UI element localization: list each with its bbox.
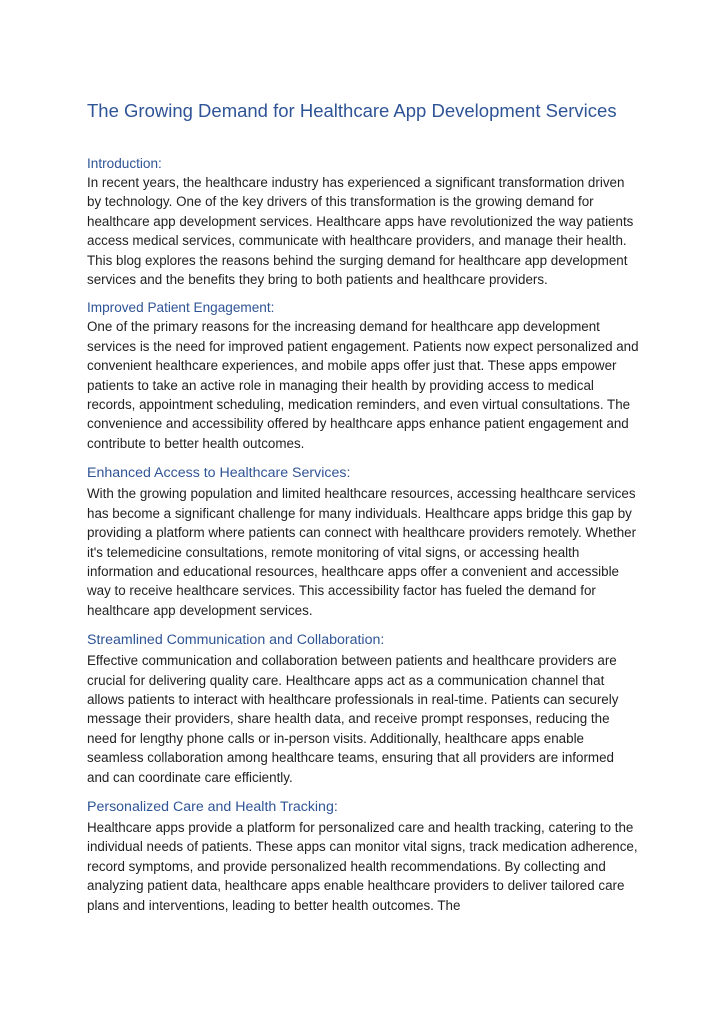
section-streamlined-communication	[87, 629, 640, 787]
section-improved-patient-engagement	[87, 298, 640, 453]
section-heading: Improved Patient Engagement:	[87, 300, 275, 316]
section-heading: Personalized Care and Health Tracking:	[87, 798, 338, 815]
section-introduction	[87, 154, 640, 289]
section-heading: Streamlined Communication and Collaboration:	[87, 632, 385, 649]
section-enhanced-access	[87, 462, 640, 620]
section-body: Effective communication and collaboration between patients and healthcare providers are crucial for delivering quality care. Healthcare apps act as a communication channel that allows patients to interact with healthcare professionals in real-time. Patients can securely message their providers, share health data, and receive prompt responses, reducing the need for lengthy phone calls or in-person visits. Additionally, healthcare apps enable seamless collaboration among healthcare teams, ensuring that all providers are informed and can coordinate care efficiently.	[87, 653, 619, 785]
section-body: In recent years, the healthcare industry has experienced a significant transformation driven by technology. One of the key drivers of this transformation is the growing demand for healthcare app development services. Healthcare apps have revolutionized the way patients access medical services, communicate with healthcare providers, and manage their health. This blog explores the reasons behind the surging demand for healthcare app development services and the benefits they bring to both patients and healthcare providers.	[87, 175, 634, 288]
section-body: One of the primary reasons for the increasing demand for healthcare app development services is the need for improved patient engagement. Patients now expect personalized and convenient healthcare experiences, and mobile apps offer just that. These apps empower patients to take an active role in managing their health by providing access to medical records, appointment scheduling, medication reminders, and even virtual consultations. The convenience and accessibility offered by healthcare apps enhance patient engagement and contribute to better health outcomes.	[87, 319, 639, 451]
section-personalized-care	[87, 796, 640, 915]
section-heading: Introduction:	[87, 156, 162, 171]
section-heading: Enhanced Access to Healthcare Services:	[87, 465, 351, 482]
section-body: Healthcare apps provide a platform for personalized care and health tracking, catering to the individual needs of patients. These apps can monitor vital signs, track medication adherence, record symptoms, and provide personalized health recommendations. By collecting and analyzing patient data, healthcare apps enable healthcare providers to deliver tailored care plans and interventions, leading to better health outcomes. The	[87, 819, 638, 913]
section-body: With the growing population and limited healthcare resources, accessing healthcare services has become a significant challenge for many individuals. Healthcare apps bridge this gap by providing a platform where patients can connect with healthcare providers remotely. Whether it's telemedicine consultations, remote monitoring of vital signs, or accessing health information and educational resources, healthcare apps offer a convenient and accessible way to receive healthcare services. This accessibility factor has fueled the demand for healthcare app development services.	[87, 486, 637, 618]
document-title: The Growing Demand for Healthcare App Development Services	[87, 100, 617, 121]
